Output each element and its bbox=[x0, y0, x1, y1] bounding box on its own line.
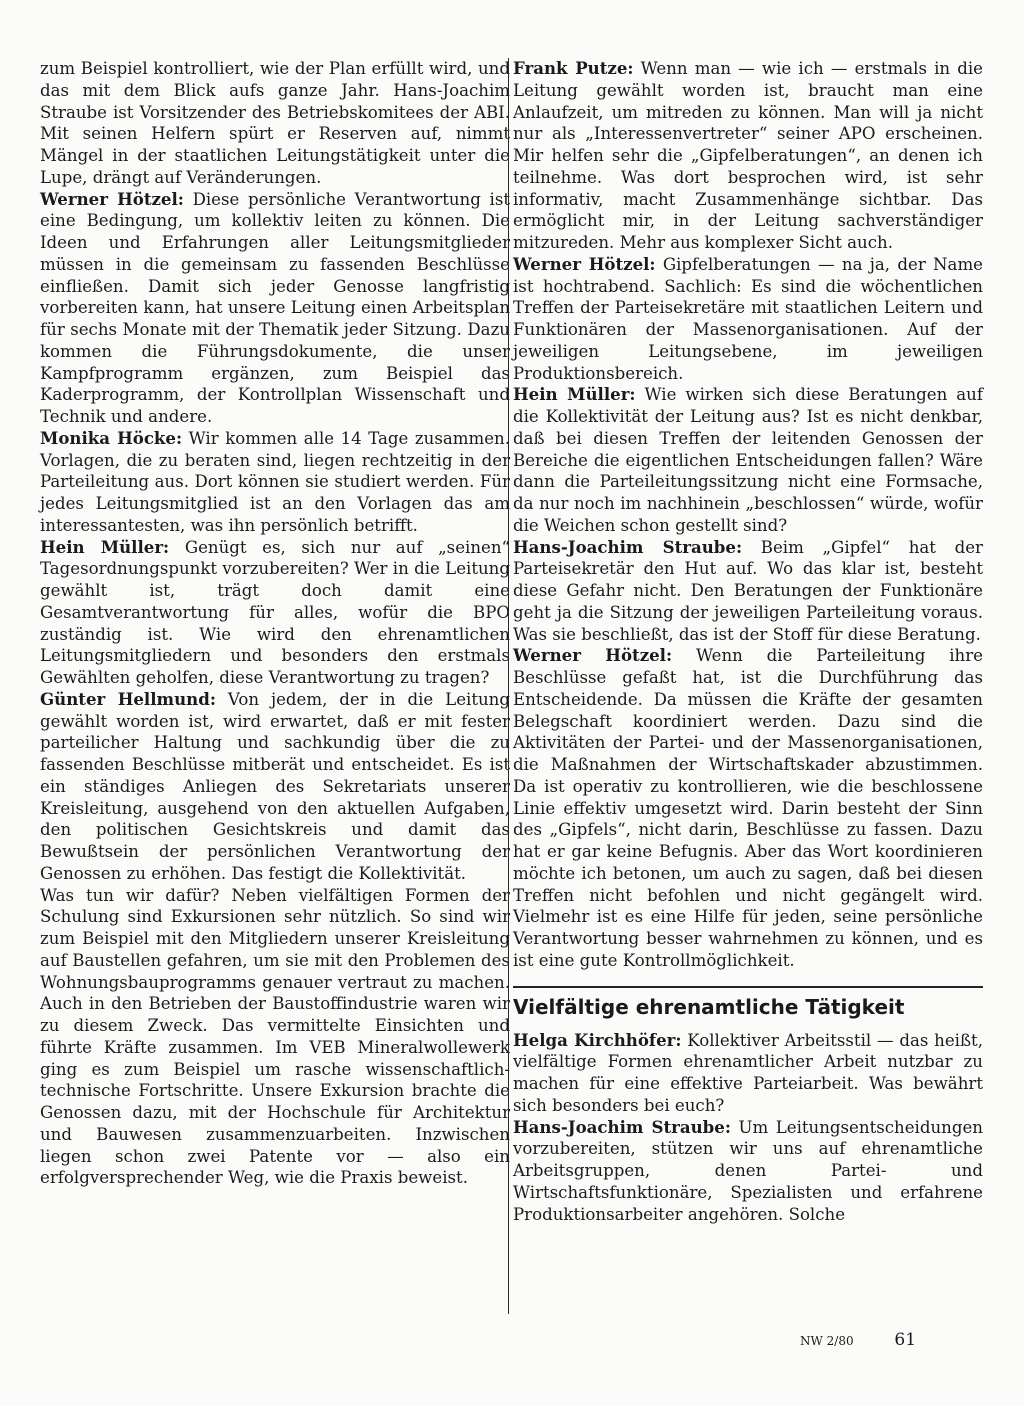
paragraph-text: Genügt es, sich nur auf „seinen“ Tagesordnungspunkt vorzubereiten? Wer in die Leitung gewählt ist, trägt doch damit eine Gesamtverantwortung für alles, wofür die BPO zuständig ist. Wie wird den ehrenamtlichen Leitungsmitgliedern und besonders den erstmals Gewählten geholfen, diese Verantwortung zu tragen? bbox=[40, 537, 510, 687]
speaker-name: Günter Hellmund: bbox=[40, 688, 216, 709]
paragraph-text: Von jedem, der in die Leitung gewählt worden ist, wird erwartet, daß er mit fester parteilicher Haltung und sachkundig über die zu fassenden Beschlüsse mitberät und entscheidet. Es ist ein ständiges Anliegen des Sekretariats unserer Kreisleitung, ausgehend von den aktuellen Aufgaben, den politischen Gesichtskreis und damit das Bewußtsein der persönlichen Verantwortung der Genossen zu erhöhen. Das festigt die Kollektivität. bbox=[40, 689, 510, 883]
paragraph-putze bbox=[513, 58, 983, 254]
section-heading: Vielfältige ehrenamtliche Tätigkeit bbox=[513, 994, 905, 1019]
paragraph-text: Beim „Gipfel“ hat der Parteisekretär den Hut auf. Wo das klar ist, besteht diese Gefahr nicht. Den Beratungen der Funktionäre geht ja die Sitzung der jeweiligen Parteileitung voraus. Was sie beschließt, das ist der Stoff für diese Beratung. bbox=[513, 537, 983, 644]
paragraph-text: Um Leitungsentscheidungen vorzubereiten, stützen wir uns auf ehrenamtliche Arbeitsgruppen, denen Partei- und Wirtschaftsfunktionäre, Spezialisten und erfahrene Produktionsarbeiter angehören. Solche bbox=[513, 1117, 983, 1224]
page-number: 61 bbox=[894, 1330, 917, 1350]
speaker-name: Hein Müller: bbox=[513, 384, 636, 405]
paragraph-text: Gipfelberatungen — na ja, der Name ist hochtrabend. Sachlich: Es sind die wöchentlichen Treffen der Parteisekretäre mit staatlichen Leitern und Funktionären der Massenorganisationen. Auf der jeweiligen Leitungsebene, im jeweiligen Produktionsbereich. bbox=[513, 254, 983, 383]
paragraph-straube-1 bbox=[513, 537, 983, 646]
paragraph-intro: zum Beispiel kontrolliert, wie der Plan erfüllt wird, und das mit dem Blick aufs ganze Jahr. Hans-Joachim Straube ist Vorsitzender des Betriebskomitees der ABI. Mit seinen Helfern spürt er Reserven auf, nimmt Mängel in der staatlichen Leitungstätigkeit unter die Lupe, drängt auf Veränderungen. bbox=[40, 59, 510, 187]
left-column bbox=[40, 58, 510, 1189]
speaker-name: Hein Müller: bbox=[40, 536, 170, 557]
paragraph-hellmund bbox=[40, 689, 510, 885]
paragraph-text: Wir kommen alle 14 Tage zusammen. Vorlagen, die zu beraten sind, liegen rechtzeitig in der Parteileitung aus. Dort können sie studiert werden. Für jedes Leitungsmitglied ist an den Vorlagen das am interessantesten, was ihn persönlich betrifft. bbox=[40, 428, 510, 535]
paragraph-hoetzel-3 bbox=[513, 645, 983, 971]
paragraph-text: Kollektiver Arbeitsstil — das heißt, vielfältige Formen ehrenamtlicher Arbeit nutzbar zu machen für eine effektive Parteiarbeit. Was bewährt sich besonders bei euch? bbox=[513, 1030, 983, 1115]
speaker-name: Werner Hötzel: bbox=[513, 253, 656, 274]
speaker-name: Helga Kirchhöfer: bbox=[513, 1029, 682, 1050]
article-text-right bbox=[513, 58, 983, 972]
paragraph-text: Wenn man — wie ich — erstmals in die Leitung gewählt worden ist, braucht man eine Anlaufzeit, um mitreden zu können. Man will ja nicht nur als „Interessenvertreter“ seiner APO erscheinen. Mir helfen sehr die „Gipfelberatungen“, an denen ich teilnehme. Was dort besprochen wird, ist sehr informativ, macht Zusammenhänge sichtbar. Das ermöglicht mir, in der Leitung sachverständiger mitzureden. Mehr aus komplexer Sicht auch. bbox=[513, 59, 983, 252]
paragraph-hellmund-continued: Was tun wir dafür? Neben vielfältigen Formen der Schulung sind Exkursionen sehr nützlich. So sind wir zum Beispiel mit den Mitgliedern unserer Kreisleitung auf Baustellen gefahren, um sie mit den Problemen des Wohnungsbauprogramms genauer vertraut zu machen. Auch in den Betrieben der Baustoffindustrie waren wir zu diesem Zweck. Das vermittelte Einsichten und führte Kräfte zusammen. Im VEB Mineralwollewerk ging es zum Beispiel um rasche wissenschaftlich-technische Fortschritte. Unsere Exkursion brachte die Genossen dazu, mit der Hochschule für Architektur und Bauwesen zusammenzuarbeiten. Inzwischen liegen schon zwei Patente vor — also ein erfolgversprechender Weg, wie die Praxis beweist. bbox=[40, 885, 510, 1188]
article-text-left bbox=[40, 58, 510, 1189]
speaker-name: Monika Höcke: bbox=[40, 427, 183, 448]
paragraph-hoecke bbox=[40, 428, 510, 537]
speaker-name: Hans-Joachim Straube: bbox=[513, 536, 743, 557]
section-heading-box bbox=[513, 986, 983, 1020]
speaker-name: Werner Hötzel: bbox=[513, 645, 673, 666]
speaker-name: Hans-Joachim Straube: bbox=[513, 1116, 731, 1137]
speaker-name: Werner Hötzel: bbox=[40, 188, 184, 209]
paragraph-kirchhoefer bbox=[513, 1030, 983, 1117]
speaker-name: Frank Putze: bbox=[513, 58, 634, 78]
article-text-right-section bbox=[513, 1030, 983, 1226]
paragraph-text: Wenn die Parteileitung ihre Beschlüsse gefaßt hat, ist die Durchführung das Entscheidende. Da müssen die Kräfte der gesamten Belegschaft koordiniert werden. Dazu sind die Aktivitäten der Partei- und der Massenorganisationen, die Maßnahmen der Wirtschaftskader abzustimmen. Da ist operativ zu kontrollieren, wie die beschlossene Linie effektiv umgesetzt wird. Darin besteht der Sinn des „Gipfels“, nicht darin, Beschlüsse zu fassen. Dazu hat er gar keine Befugnis. Aber das Wort koordinieren möchte ich betonen, um auch zu sagen, daß bei diesen Treffen nicht befohlen und nicht gegängelt wird. Vielmehr ist es eine Hilfe für jeden, seine persönliche Verantwortung besser wahrnehmen zu können, und es ist eine gute Kontrollmöglichkeit. bbox=[513, 646, 983, 970]
paragraph-text: Wie wirken sich diese Beratungen auf die Kollektivität der Leitung aus? Ist es nicht denkbar, daß bei diesen Treffen der leitenden Genossen der Bereiche die eigentlichen Entscheidungen fallen? Wäre dann die Parteileitungssitzung nicht eine Formsache, da nur noch im nachhinein „beschlossen“ würde, wofür die Weichen schon gestellt sind? bbox=[513, 385, 983, 535]
paragraph-text: Diese persönliche Verantwortung ist eine Bedingung, um kollektiv leiten zu können. Die Ideen und Erfahrungen aller Leitungsmitglieder müssen in die gemeinsam zu fassenden Beschlüsse einfließen. Damit sich jeder Genosse langfristig vorbereiten kann, hat unsere Leitung einen Arbeitsplan für sechs Monate mit der Thematik jeder Sitzung. Dazu kommen die Führungsdokumente, die unser Kampfprogramm ergänzen, zum Beispiel das Kaderprogramm, der Kontrollplan Wissenschaft und Technik und andere. bbox=[40, 189, 511, 426]
paragraph-mueller-2 bbox=[513, 384, 983, 536]
right-column bbox=[508, 58, 983, 1314]
issue-label: NW 2/80 bbox=[800, 1334, 854, 1348]
paragraph-mueller-1 bbox=[40, 537, 510, 689]
paragraph-hoetzel-2 bbox=[513, 254, 983, 385]
paragraph-hoetzel-1 bbox=[40, 189, 510, 428]
paragraph-straube-2 bbox=[513, 1117, 983, 1226]
page-footer bbox=[800, 1330, 916, 1350]
